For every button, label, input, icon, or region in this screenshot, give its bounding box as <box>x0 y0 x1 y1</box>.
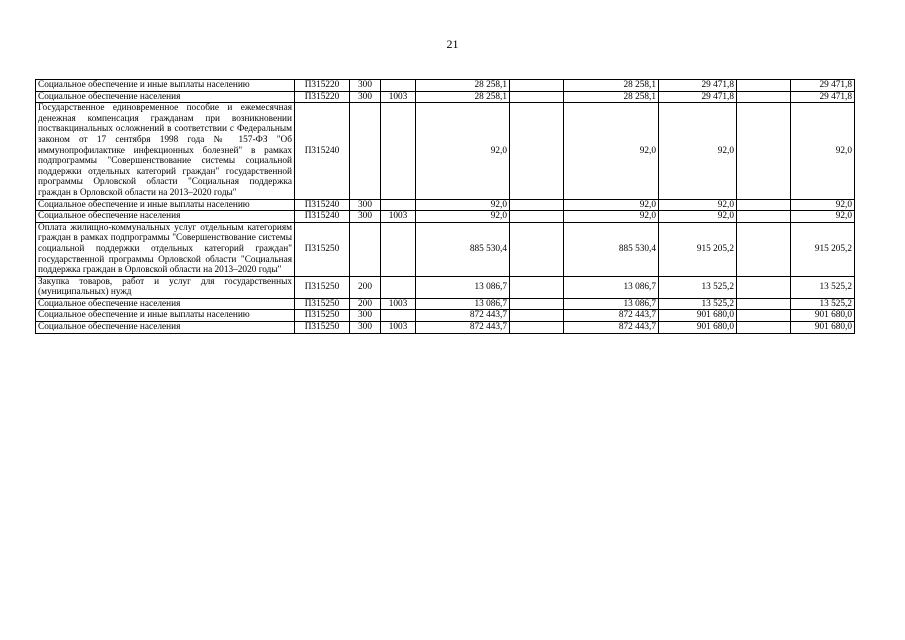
expense-type-cell: 300 <box>350 322 381 334</box>
expense-type-cell: 300 <box>350 80 381 92</box>
target-code-cell: П315250 <box>295 322 350 334</box>
target-code-cell: П315250 <box>295 222 350 276</box>
amount-cell: 13 525,2 <box>659 298 737 310</box>
amount-cell <box>737 91 791 103</box>
amount-cell <box>510 199 564 211</box>
amount-cell: 872 443,7 <box>416 310 510 322</box>
target-code-cell: П315250 <box>295 276 350 298</box>
amount-cell: 13 525,2 <box>659 276 737 298</box>
amount-cell: 92,0 <box>416 199 510 211</box>
row-name-cell: Социальное обеспечение и иные выплаты населению <box>36 80 295 92</box>
amount-cell: 28 258,1 <box>564 91 659 103</box>
amount-cell: 13 086,7 <box>564 298 659 310</box>
amount-cell: 28 258,1 <box>564 80 659 92</box>
amount-cell: 92,0 <box>416 103 510 199</box>
amount-cell: 92,0 <box>416 211 510 223</box>
expense-type-cell: 200 <box>350 298 381 310</box>
amount-cell: 29 471,8 <box>659 80 737 92</box>
target-code-cell: П315220 <box>295 80 350 92</box>
amount-cell <box>737 211 791 223</box>
table-row <box>36 103 855 199</box>
budget-table <box>35 79 855 334</box>
amount-cell: 13 086,7 <box>416 298 510 310</box>
expense-type-cell <box>350 222 381 276</box>
target-code-cell: П315240 <box>295 103 350 199</box>
section-code-cell: 1003 <box>381 91 416 103</box>
amount-cell: 92,0 <box>564 103 659 199</box>
amount-cell: 901 680,0 <box>791 322 855 334</box>
amount-cell: 13 525,2 <box>791 298 855 310</box>
amount-cell: 92,0 <box>791 199 855 211</box>
amount-cell <box>510 298 564 310</box>
amount-cell: 13 086,7 <box>564 276 659 298</box>
amount-cell <box>510 310 564 322</box>
amount-cell <box>737 276 791 298</box>
section-code-cell: 1003 <box>381 322 416 334</box>
table-row <box>36 298 855 310</box>
amount-cell: 29 471,8 <box>791 80 855 92</box>
amount-cell: 13 525,2 <box>791 276 855 298</box>
table-row <box>36 199 855 211</box>
amount-cell <box>510 211 564 223</box>
amount-cell: 901 680,0 <box>659 310 737 322</box>
amount-cell <box>510 222 564 276</box>
target-code-cell: П315240 <box>295 211 350 223</box>
amount-cell <box>737 103 791 199</box>
row-name-cell: Социальное обеспечение и иные выплаты населению <box>36 310 295 322</box>
table-row <box>36 222 855 276</box>
amount-cell <box>737 322 791 334</box>
amount-cell: 92,0 <box>659 103 737 199</box>
amount-cell: 915 205,2 <box>791 222 855 276</box>
page-number: 21 <box>446 37 459 51</box>
section-code-cell <box>381 276 416 298</box>
table-row <box>36 322 855 334</box>
amount-cell: 92,0 <box>564 211 659 223</box>
row-name-cell: Закупка товаров, работ и услуг для государственных (муниципальных) нужд <box>36 276 295 298</box>
amount-cell: 885 530,4 <box>564 222 659 276</box>
amount-cell: 28 258,1 <box>416 91 510 103</box>
amount-cell <box>737 310 791 322</box>
table-row <box>36 91 855 103</box>
section-code-cell <box>381 310 416 322</box>
amount-cell: 901 680,0 <box>791 310 855 322</box>
amount-cell: 92,0 <box>659 211 737 223</box>
section-code-cell <box>381 199 416 211</box>
amount-cell <box>510 80 564 92</box>
amount-cell: 92,0 <box>791 211 855 223</box>
amount-cell: 885 530,4 <box>416 222 510 276</box>
amount-cell <box>510 103 564 199</box>
row-name-cell: Социальное обеспечение и иные выплаты населению <box>36 199 295 211</box>
row-name-cell: Социальное обеспечение населения <box>36 322 295 334</box>
amount-cell <box>737 199 791 211</box>
expense-type-cell <box>350 103 381 199</box>
target-code-cell: П315250 <box>295 310 350 322</box>
expense-type-cell: 300 <box>350 91 381 103</box>
section-code-cell <box>381 103 416 199</box>
target-code-cell: П315250 <box>295 298 350 310</box>
amount-cell <box>737 298 791 310</box>
table-row <box>36 276 855 298</box>
section-code-cell: 1003 <box>381 298 416 310</box>
row-name-cell: Социальное обеспечение населения <box>36 91 295 103</box>
section-code-cell <box>381 222 416 276</box>
section-code-cell <box>381 80 416 92</box>
target-code-cell: П315240 <box>295 199 350 211</box>
amount-cell: 29 471,8 <box>791 91 855 103</box>
target-code-cell: П315220 <box>295 91 350 103</box>
table-row <box>36 211 855 223</box>
expense-type-cell: 300 <box>350 310 381 322</box>
amount-cell <box>510 276 564 298</box>
amount-cell: 92,0 <box>659 199 737 211</box>
amount-cell: 29 471,8 <box>659 91 737 103</box>
amount-cell: 13 086,7 <box>416 276 510 298</box>
expense-type-cell: 300 <box>350 211 381 223</box>
amount-cell: 872 443,7 <box>416 322 510 334</box>
row-name-cell: Государственное единовременное пособие и ежемесячная денежная компенсация гражданам при возникновении поствакцинальных осложнений в соответствии с Федеральным законом от 17 сентября 1998 года № 157-ФЗ "Об иммунопрофилактике инфекционных болезней" в рамках подпрограммы "Совершенствование системы социальной поддержки отдельных категорий граждан" государственной программы Орловской области "Социальная поддержка граждан в Орловской области на 2013–2020 годы" <box>36 103 295 199</box>
amount-cell: 92,0 <box>791 103 855 199</box>
amount-cell: 92,0 <box>564 199 659 211</box>
amount-cell: 915 205,2 <box>659 222 737 276</box>
amount-cell <box>737 80 791 92</box>
row-name-cell: Социальное обеспечение населения <box>36 298 295 310</box>
amount-cell <box>510 91 564 103</box>
amount-cell <box>737 222 791 276</box>
amount-cell <box>510 322 564 334</box>
table-row <box>36 310 855 322</box>
amount-cell: 872 443,7 <box>564 322 659 334</box>
row-name-cell: Оплата жилищно-коммунальных услуг отдельным категориям граждан в рамках подпрограммы "Совершенствование системы социальной поддержки отдельных категорий граждан" государственной программы Орловской области "Социальная поддержка граждан в Орловской области на 2013–2020 годы" <box>36 222 295 276</box>
expense-type-cell: 200 <box>350 276 381 298</box>
amount-cell: 28 258,1 <box>416 80 510 92</box>
row-name-cell: Социальное обеспечение населения <box>36 211 295 223</box>
expense-type-cell: 300 <box>350 199 381 211</box>
section-code-cell: 1003 <box>381 211 416 223</box>
table-row <box>36 80 855 92</box>
amount-cell: 872 443,7 <box>564 310 659 322</box>
table-body <box>36 80 855 334</box>
amount-cell: 901 680,0 <box>659 322 737 334</box>
